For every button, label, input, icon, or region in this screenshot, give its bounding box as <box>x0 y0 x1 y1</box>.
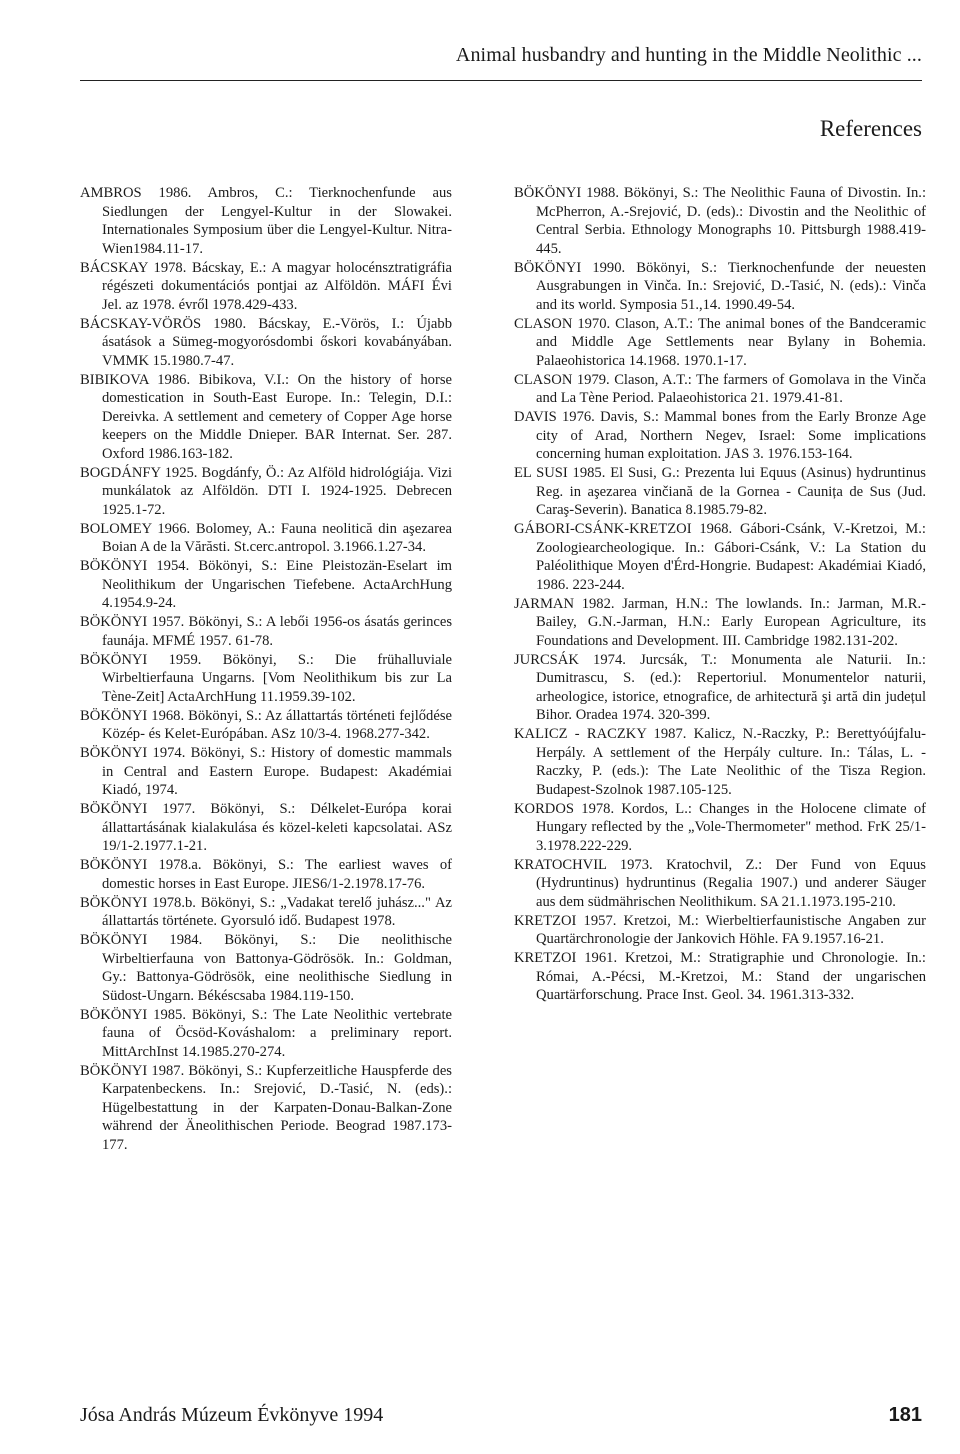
page-number: 181 <box>888 1404 922 1426</box>
reference-text: Bácskay, E.-Vörös, I.: Újabb ásatások a Sümeg-mogyorósdombi őskori kovabányában. VMMK 15.1980.7-47. <box>102 315 452 369</box>
reference-text: Bökönyi, S.: Eine Pleistozän-Eselart im Neolithikum der Ungarischen Tiefebene. ActaArchHung 4.1954.9-24. <box>102 558 452 611</box>
reference-text: Kretzoi, M.: Wierbeltierfaunistische Angaben zur Quartärchronologie der Jankovich Höhle. FA 9.1957.16-21. <box>536 912 926 947</box>
reference-key: BÖKÖNYI 1984. <box>80 932 203 948</box>
reference-key: BÖKÖNYI 1978.a. <box>80 857 202 873</box>
reference-key: BÖKÖNYI 1959. <box>80 651 202 668</box>
reference-entry <box>514 464 926 520</box>
reference-key: BÁCSKAY 1978. <box>80 259 187 276</box>
reference-key: KORDOS 1978. <box>514 800 615 817</box>
reference-entry <box>80 651 452 707</box>
reference-key: AMBROS 1986. <box>80 185 192 201</box>
reference-text: Kordos, L.: Changes in the Holocene climate of Hungary reflected by the „Vole-Thermometer" method. FrK 25/1-3.1978.222-229. <box>536 800 927 854</box>
reference-entry <box>514 800 926 856</box>
reference-key: CLASON 1970. <box>514 315 611 332</box>
reference-key: BÖKÖNYI 1968. <box>80 707 185 724</box>
section-title: References <box>819 116 922 141</box>
reference-key: KRATOCHVIL 1973. <box>514 856 653 873</box>
reference-entry <box>80 1062 452 1155</box>
reference-entry <box>80 259 452 315</box>
reference-entry <box>80 1006 452 1062</box>
reference-text: Clason, A.T.: The farmers of Gomolava in the Vinča and La Tène Period. Palaeohistorica 21. 1979.41-81. <box>536 371 926 406</box>
reference-entry <box>80 744 452 800</box>
reference-key: BOGDÁNFY 1925. <box>80 464 198 481</box>
reference-entry <box>514 595 926 651</box>
reference-entry <box>514 315 926 371</box>
reference-text: Clason, A.T.: The animal bones of the Bandceramic and Middle Age Settlements near Bylany in Bohemia. Palaeohistorica 14.1968. 1970.1-17. <box>536 315 926 369</box>
reference-text: Ambros, C.: Tierknochenfunde aus Siedlungen der Lengyel-Kultur in der Slowakei. Internationales Symposium über die Lengyel-Kultur. Nitra-Wien1984.11-17. <box>102 185 452 257</box>
running-header: Animal husbandry and hunting in the Middle Neolithic ... <box>455 44 922 66</box>
reference-entry <box>514 371 926 408</box>
reference-key: BÖKÖNYI 1990. <box>514 259 626 276</box>
reference-entry <box>514 520 926 594</box>
reference-text: Kratochvil, Z.: Der Fund von Equus (Hydruntinus) hydruntinus (Regalia 1907.) und anderer Säuger aus dem südmährischen Neolithikum. SA 21.1.1973.195-210. <box>536 856 926 910</box>
reference-key: DAVIS 1976. <box>514 409 595 425</box>
reference-key: BOLOMEY 1966. <box>80 520 191 537</box>
reference-text: Kretzoi, M.: Stratigraphie und Chronologie. In.: Római, A.-Pécsi, M.-Kretzoi, M.: Stand der ungarischen Quartärforschung. Prace Inst. Geol. 34. 1961.313-332. <box>536 950 926 1003</box>
reference-text: Bökönyi, S.: Tierknochenfunde der neuesten Ausgrabungen in Vinča. In.: Srejović, D.-Tasić, N. (eds).: Vinča and its world. Symposia 51.,14. 1990.49-54. <box>536 259 926 313</box>
reference-entry <box>80 184 452 258</box>
reference-entry <box>80 464 452 520</box>
reference-key: EL SUSI 1985. <box>514 465 606 481</box>
reference-key: BÁCSKAY-VÖRÖS 1980. <box>80 315 247 332</box>
reference-key: JARMAN 1982. <box>514 595 615 612</box>
reference-entry <box>514 259 926 315</box>
reference-key: CLASON 1979. <box>514 371 610 388</box>
reference-entry <box>80 315 452 371</box>
reference-key: BÖKÖNYI 1974. <box>80 745 186 761</box>
reference-entry <box>514 856 926 912</box>
reference-entry <box>514 725 926 799</box>
reference-entry <box>80 800 452 856</box>
reference-text: Jurcsák, T.: Monumenta ale Naturii. In.: Dumitrascu, S. (ed.): Repertoriul. Monumentelor naturii, arheologice, istorice, etnografice, de arhitectură şi artă din județul Bihor. Oradea 1974. 320-399. <box>536 651 926 723</box>
reference-key: GÁBORI-CSÁNK-KRETZOI 1968. <box>514 521 733 537</box>
reference-text: Bökönyi, S.: Die neolithische Wirbeltierfauna von Battonya-Gödrösök. In.: Goldman, Gy.: Battonya-Gödrösök, eine neolithische Siedlung in Südost-Ungarn. Békéscsaba 1984.119-150. <box>102 932 452 1004</box>
reference-key: BÖKÖNYI 1957. <box>80 614 185 630</box>
reference-entry <box>80 931 452 1005</box>
reference-entry <box>80 707 452 744</box>
reference-key: BÖKÖNYI 1985. <box>80 1006 186 1023</box>
reference-key: BÖKÖNYI 1988. <box>514 185 619 201</box>
reference-entry <box>80 894 452 931</box>
reference-key: BÖKÖNYI 1977. <box>80 801 196 817</box>
reference-text: Bökönyi, S.: Délkelet-Európa korai állattartásának kialakulása és közel-keleti kapcsolatai. ASz 19/1-2.1977.1-21. <box>102 801 452 854</box>
reference-entry <box>514 949 926 1005</box>
reference-entry <box>514 651 926 725</box>
reference-entry <box>514 184 926 258</box>
reference-text: Bökönyi, S.: The earliest waves of domestic horses in East Europe. JIES6/1-2.1978.17-76. <box>102 857 452 892</box>
reference-text: Kalicz, N.-Raczky, P.: Berettyóújfalu-Herpály. A settlement of the Herpály culture. In.: Tálas, L. - Raczky, P. (eds.): The Late Neolithic of the Tisza Region. Budapest-Szolnok 1987.105-125. <box>536 726 926 798</box>
reference-text: Bökönyi, S.: A lebői 1956-os ásatás gerinces faunája. MFMÉ 1957. 61-78. <box>102 614 453 649</box>
reference-text: Bökönyi, S.: History of domestic mammals in Central and Eastern Europe. Budapest: Akadémiai Kiadó, 1974. <box>102 745 452 798</box>
footer-journal-title: Jósa András Múzeum Évkönyve 1994 <box>80 1404 384 1426</box>
reference-text: Bibikova, V.I.: On the history of horse domestication in South-East Europe. In.: Telegin, D.I.: Dereivka. A settlement and cemetery of Copper Age horse keepers on the Middle Dnieper. BAR Internat. Ser. 287. Oxford 1986.163-182. <box>102 371 452 462</box>
reference-text: Bolomey, A.: Fauna neolitică din aşezarea Boian A de la Vărăsti. St.cerc.antropol. 3.1966.1.27-34. <box>102 520 452 555</box>
reference-key: BIBIKOVA 1986. <box>80 371 191 388</box>
reference-text: Bácskay, E.: A magyar holocénsztratigráfia régészeti dokumentációs pontjai az Alföldön. MÁFI Évi Jel. az 1978. évről 1978.429-433. <box>102 259 453 313</box>
reference-key: KRETZOI 1957. <box>514 912 617 929</box>
reference-entry <box>80 613 452 650</box>
reference-key: KALICZ - RACZKY 1987. <box>514 726 687 742</box>
references-right-column <box>514 184 926 1005</box>
reference-text: Bökönyi, S.: The Neolithic Fauna of Divostin. In.: McPherron, A.-Srejović, D. (eds).: Divostin and the Neolithic of Central Serbia. Ethnology Monographs 10. Pittsburgh 1988.419-445. <box>536 185 926 257</box>
reference-text: Bogdánfy, Ö.: Az Alföld hidrológiája. Vizi munkálatok az Alföldön. DTI I. 1924-1925. Debrecen 1925.1-72. <box>102 464 453 518</box>
reference-text: El Susi, G.: Prezenta lui Equus (Asinus) hydruntinus Reg. in aşezarea vinčiană de la Gornea - Caunița de Sus (Jud. Caraş-Severin). Banatica 8.1985.79-82. <box>536 465 926 518</box>
reference-text: Bökönyi, S.: Kupferzeitliche Hauspferde des Karpatenbeckens. In.: Srejović, D.-Tasić, N. (eds).: Hügelbestattung in der Karpaten-Donau-Balkan-Zone während der Äneolithischen Periode. Beograd 1987.173-177. <box>102 1062 452 1153</box>
reference-key: BÖKÖNYI 1954. <box>80 558 190 574</box>
reference-entry <box>80 856 452 893</box>
reference-text: Bökönyi, S.: Die frühalluviale Wirbeltierfauna Ungarns. [Vom Neolithikum bis zur La Tène-Zeit] ActaArchHung 11.1959.39-102. <box>102 651 452 705</box>
reference-entry <box>80 371 452 464</box>
reference-entry <box>514 912 926 949</box>
reference-text: Davis, S.: Mammal bones from the Early Bronze Age city of Arad, Northern Negev, Israel: Some implications concerning human exploitation. JAS 3. 1976.153-164. <box>536 409 926 462</box>
reference-key: JURCSÁK 1974. <box>514 651 626 668</box>
reference-entry <box>514 408 926 464</box>
reference-text: Bökönyi, S.: „Vadakat terelő juhász..." Az állattartás története. Gyorsuló idő. Budapest 1978. <box>102 894 452 929</box>
header-rule <box>80 80 922 81</box>
references-left-column <box>80 184 452 1155</box>
reference-key: BÖKÖNYI 1987. <box>80 1062 185 1079</box>
reference-entry <box>80 520 452 557</box>
reference-text: Gábori-Csánk, V.-Kretzoi, M.: Zoologiearcheologique. In.: Gábori-Csánk, V.: La Station du Paléolithique Moyen d'Érd-Hongrie. Budapest: Akadémiai Kiadó, 1986. 223-244. <box>536 521 926 593</box>
reference-text: Jarman, H.N.: The lowlands. In.: Jarman, M.R.-Bailey, G.N.-Jarman, H.N.: Early European Agriculture, its Foundations and Development. III. Cambridge 1982.131-202. <box>536 595 926 649</box>
reference-key: BÖKÖNYI 1978.b. <box>80 894 196 911</box>
reference-entry <box>80 557 452 613</box>
reference-text: Bökönyi, S.: Az állattartás történeti fejlődése Közép- és Kelet-Európában. ASz 10/3-4. 1968.277-342. <box>102 707 452 742</box>
reference-text: Bökönyi, S.: The Late Neolithic vertebrate fauna of Öcsöd-Kováshalom: a preliminary report. MittArchInst 14.1985.270-274. <box>102 1006 452 1060</box>
reference-key: KRETZOI 1961. <box>514 950 618 966</box>
